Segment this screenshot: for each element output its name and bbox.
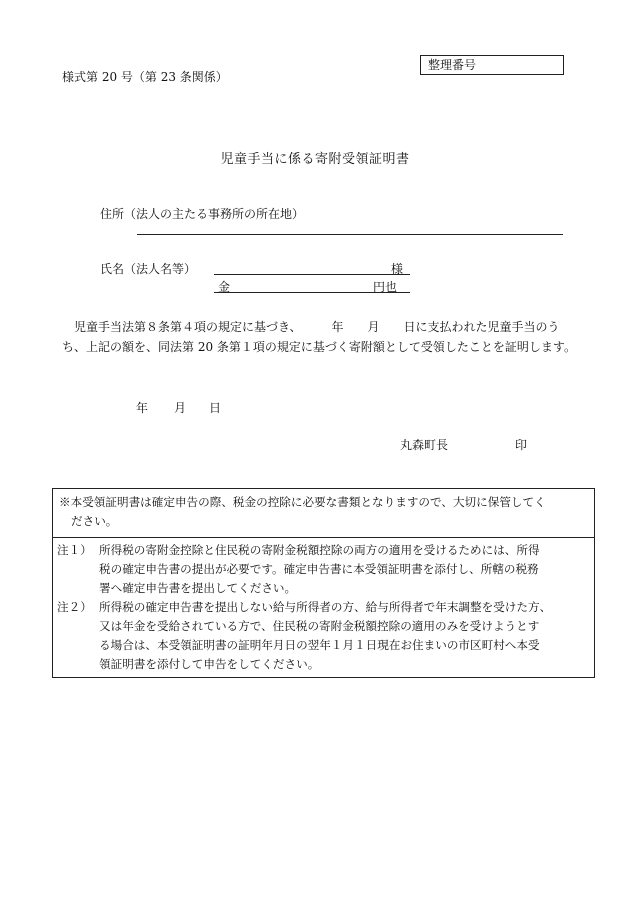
name-field[interactable]: [214, 262, 410, 275]
name-label: 氏名（法人名等）: [100, 262, 197, 276]
amount-suffix: 円也: [373, 280, 398, 294]
form-number: 様式第 20 号（第 23 条関係）: [62, 70, 228, 84]
certification-text: 児童手当法第８条第４項の規定に基づき、 年 月 日に支払われた児童手当のうち、上記の額を、同法第 20 条第１項の規定に基づく寄附額として受領したことを証明します。: [62, 320, 576, 354]
date-day: 日: [209, 401, 222, 415]
seal-mark: 印: [515, 438, 528, 452]
date-year: 年: [136, 401, 149, 415]
amount-prefix: 金: [218, 280, 231, 294]
note1-line-1: 所得税の寄附金控除と住民税の寄附金税額控除の両方の適用を受けるためには、所得: [99, 543, 540, 557]
notes-divider: [53, 537, 594, 538]
address-label: 住所（法人の主たる事務所の所在地）: [100, 207, 305, 221]
reference-number-box[interactable]: [420, 55, 564, 75]
page-title: 児童手当に係る寄附受領証明書: [220, 152, 410, 167]
note1-line-3: 署へ確定申告書を提出してください。: [99, 581, 297, 595]
reference-number-label: 整理番号: [428, 58, 477, 72]
notes-box: [52, 488, 595, 678]
note2-line-2: 又は年金を受給されている方で、住民税の寄附金税額控除の適用のみを受けようとす: [99, 619, 540, 633]
note1-line-2: 税の確定申告書の提出が必要です。確定申告書に本受領証明書を添付し、所轄の税務: [99, 562, 539, 576]
date-month: 月: [174, 401, 187, 415]
name-suffix: 様: [391, 262, 404, 276]
note2-line-1: 所得税の確定申告書を提出しない給与所得者の方、給与所得者で年末調整を受けた方、: [99, 600, 552, 614]
note2-line-4: 領証明書を添付して申告をしてください。: [99, 657, 320, 671]
main-note-line-2: ださい。: [71, 514, 118, 528]
address-field[interactable]: [137, 234, 563, 235]
note2-line-3: る場合は、本受領証明書の証明年月日の翌年１月１日現在お住まいの市区町村へ本受: [99, 638, 540, 652]
note2-marker: 注２）: [57, 600, 92, 614]
main-note-line-1: ※本受領証明書は確定申告の際、税金の控除に必要な書類となりますので、大切に保管してく: [59, 495, 546, 509]
note1-marker: 注１）: [57, 543, 92, 557]
issuer-name: 丸森町長: [400, 438, 449, 452]
